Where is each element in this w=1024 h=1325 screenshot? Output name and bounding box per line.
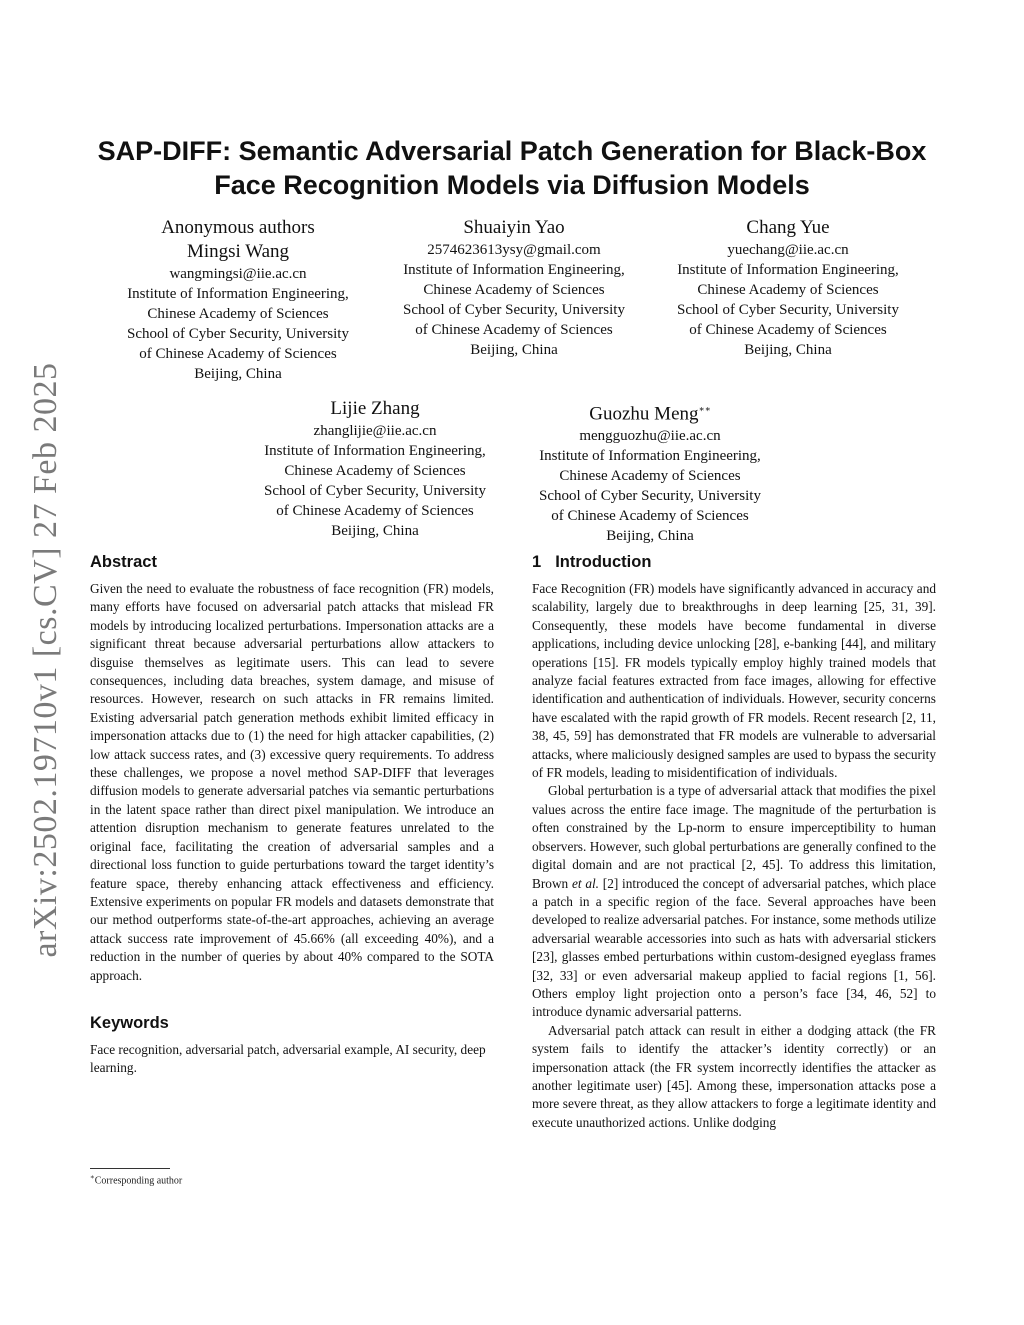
author-block-5 [512, 397, 788, 546]
author-name-line [512, 397, 788, 426]
author-name: Mingsi Wang [186, 241, 290, 262]
right-column [532, 552, 936, 1132]
footnote-rule [90, 1168, 170, 1169]
introduction-heading [532, 552, 936, 572]
author-block-1 [100, 216, 376, 384]
title-line-2: Face Recognition Models via Diffusion Models [214, 170, 810, 200]
author-city: Beijing, China [194, 366, 282, 382]
author-city: Beijing, China [744, 342, 832, 358]
author-affiliation: Institute of Information Engineering, [539, 448, 761, 465]
author-email[interactable]: zhanglijie@iie.ac.cn [313, 423, 437, 439]
author-affiliation: School of Cyber Security, University [539, 488, 761, 505]
author-block-2 [376, 216, 652, 360]
author-affiliation: of Chinese Academy of Sciences [689, 322, 887, 338]
author-affiliation: Chinese Academy of Sciences [284, 463, 466, 479]
author-affiliation: School of Cyber Security, University [127, 326, 349, 342]
author-group-label: Anonymous authors [161, 217, 315, 238]
author-name: Guozhu Meng [589, 403, 699, 425]
arxiv-identifier: arXiv:2502.19710v1 [cs.CV] 27 Feb 2025 [27, 362, 64, 958]
footnote-text: Corresponding author [94, 1175, 183, 1187]
author-affiliation: School of Cyber Security, University [264, 483, 486, 499]
intro-paragraph-2-part-a: Global perturbation is a type of adversarial attack that modifies the pixel values across the entire face image. The magnitude of the perturbation is often constrained by the Lp-norm to ensure imperceptibility to human observers. However, such global perturbations are generally confined to the digital domain and are not practical [2, 45]. To address this limitation, Brown [532, 783, 936, 891]
keywords-heading: Keywords [90, 1013, 169, 1032]
paper-title [80, 134, 944, 202]
abstract-heading: Abstract [90, 553, 157, 571]
intro-paragraph-3: Adversarial patch attack can result in either a dodging attack (the FR system fails to identify the attacker’s identity correctly) or an impersonation attack (the FR system incorrectly identifies the attacker as another legitimate user) [45]. Among these, impersonation attacks pose a more severe threat, as they allow attackers to forge a legitimate identity and execute unauthorized actions. Unlike dodging [532, 1022, 936, 1130]
author-affiliation: Institute of Information Engineering, [677, 262, 899, 278]
author-name: Shuaiyin Yao [463, 217, 565, 238]
keywords-text: Face recognition, adversarial patch, adversarial example, AI security, deep learning. [90, 1041, 486, 1076]
author-email[interactable]: wangmingsi@iie.ac.cn [169, 266, 307, 282]
author-city: Beijing, China [470, 342, 558, 358]
author-affiliation: of Chinese Academy of Sciences [276, 503, 474, 519]
title-line-1: SAP-DIFF: Semantic Adversarial Patch Generation for Black-Box [97, 136, 927, 166]
abstract-text: Given the need to evaluate the robustness of face recognition (FR) models, many efforts have focused on adversarial patch attacks that mislead FR models by introducing localized perturbations. Impersonation attacks are a significant threat because adversarial perturbations allow attackers to disguise themselves as legitimate users. This can lead to severe consequences, including data breaches, system damage, and misuse of resources. However, research on such attacks in FR remains limited. Existing adversarial patch generation methods exhibit limited efficacy in impersonation attacks due to (1) the need for high attacker capabilities, (2) low attack success rates, and (3) excessive query requirements. To address these challenges, we propose a novel method SAP-DIFF that leverages diffusion models to generate adversarial patches via semantic perturbations in the latent space rather than direct pixel manipulation. We introduce an attention disruption mechanism to generate features unrelated to the original face, facilitating the creation of adversarial samples and a directional loss function to guide perturbations toward the target identity’s feature space, thereby enhancing attack effectiveness and efficiency. Extensive experiments on popular FR models and datasets demonstrate that our method outperforms state-of-the-art approaches, achieving an average attack success rate improvement of 45.66% (all exceeding 40%), and a reduction in the number of queries by about 40% compared to the SOTA approach. [90, 581, 494, 983]
intro-paragraph-2 [532, 782, 936, 1021]
author-affiliation: School of Cyber Security, University [403, 302, 625, 318]
intro-paragraph-1: Face Recognition (FR) models have significantly advanced in accuracy and scalability, largely due to breakthroughs in deep learning [25, 31, 39]. Consequently, these models have become fundamental in diverse applications, including device unlocking [28], e-banking [44], and military operations [15]. FR models typically employ highly trained models that analyze facial features extracted from face images, allowing for effective identification and authentication of individuals. However, security concerns have escalated with the rapid growth of FR models. Recent research [2, 11, 38, 45, 59] has demonstrated that FR models are vulnerable to adversarial attacks, where maliciously designed samples are used to bypass the security of FR models, leading to misidentification of individuals. [532, 581, 936, 781]
author-affiliation: Chinese Academy of Sciences [559, 468, 741, 485]
author-block-4 [237, 397, 513, 541]
author-affiliation: Chinese Academy of Sciences [697, 282, 879, 298]
author-name: Chang Yue [746, 217, 830, 238]
author-city: Beijing, China [331, 523, 419, 539]
section-title: Introduction [555, 553, 652, 571]
et-al: et al. [571, 875, 599, 891]
footnote-mark: ∗ [90, 1173, 95, 1181]
author-name: Lijie Zhang [330, 398, 420, 419]
corresponding-mark: ∗∗ [698, 404, 711, 414]
author-block-3 [650, 216, 926, 360]
author-email[interactable]: 2574623613ysy@gmail.com [427, 242, 601, 258]
author-affiliation: Chinese Academy of Sciences [423, 282, 605, 298]
section-number: 1 [532, 553, 542, 571]
author-affiliation: Institute of Information Engineering, [403, 262, 625, 278]
author-affiliation: School of Cyber Security, University [677, 302, 899, 318]
author-affiliation: of Chinese Academy of Sciences [551, 508, 749, 525]
author-affiliation: of Chinese Academy of Sciences [139, 346, 337, 362]
author-affiliation: of Chinese Academy of Sciences [415, 322, 613, 338]
intro-paragraph-2-part-b: [2] introduced the concept of adversarial patches, which place a patch in a specific region of the face. Several approaches have been developed to realize adversarial patches. For instance, some methods utilize adversarial wearable accessories into such as hats with adversarial stickers [23], glasses embed perturbations within custom-designed eyeglass frames [32, 33] or even adversarial makeup applied to facial regions [1, 56]. Others employ light projection onto a person’s face [34, 46, 52] to introduce dynamic adversarial patterns. [532, 875, 936, 1020]
author-affiliation: Chinese Academy of Sciences [147, 306, 329, 322]
left-column [90, 552, 494, 1078]
footnote [90, 1173, 182, 1186]
arxiv-stamp [24, 360, 68, 960]
author-affiliation: Institute of Information Engineering, [264, 443, 486, 459]
author-email[interactable]: mengguozhu@iie.ac.cn [579, 428, 721, 445]
author-affiliation: Institute of Information Engineering, [127, 286, 349, 302]
author-city: Beijing, China [606, 528, 694, 545]
author-email[interactable]: yuechang@iie.ac.cn [727, 242, 849, 258]
